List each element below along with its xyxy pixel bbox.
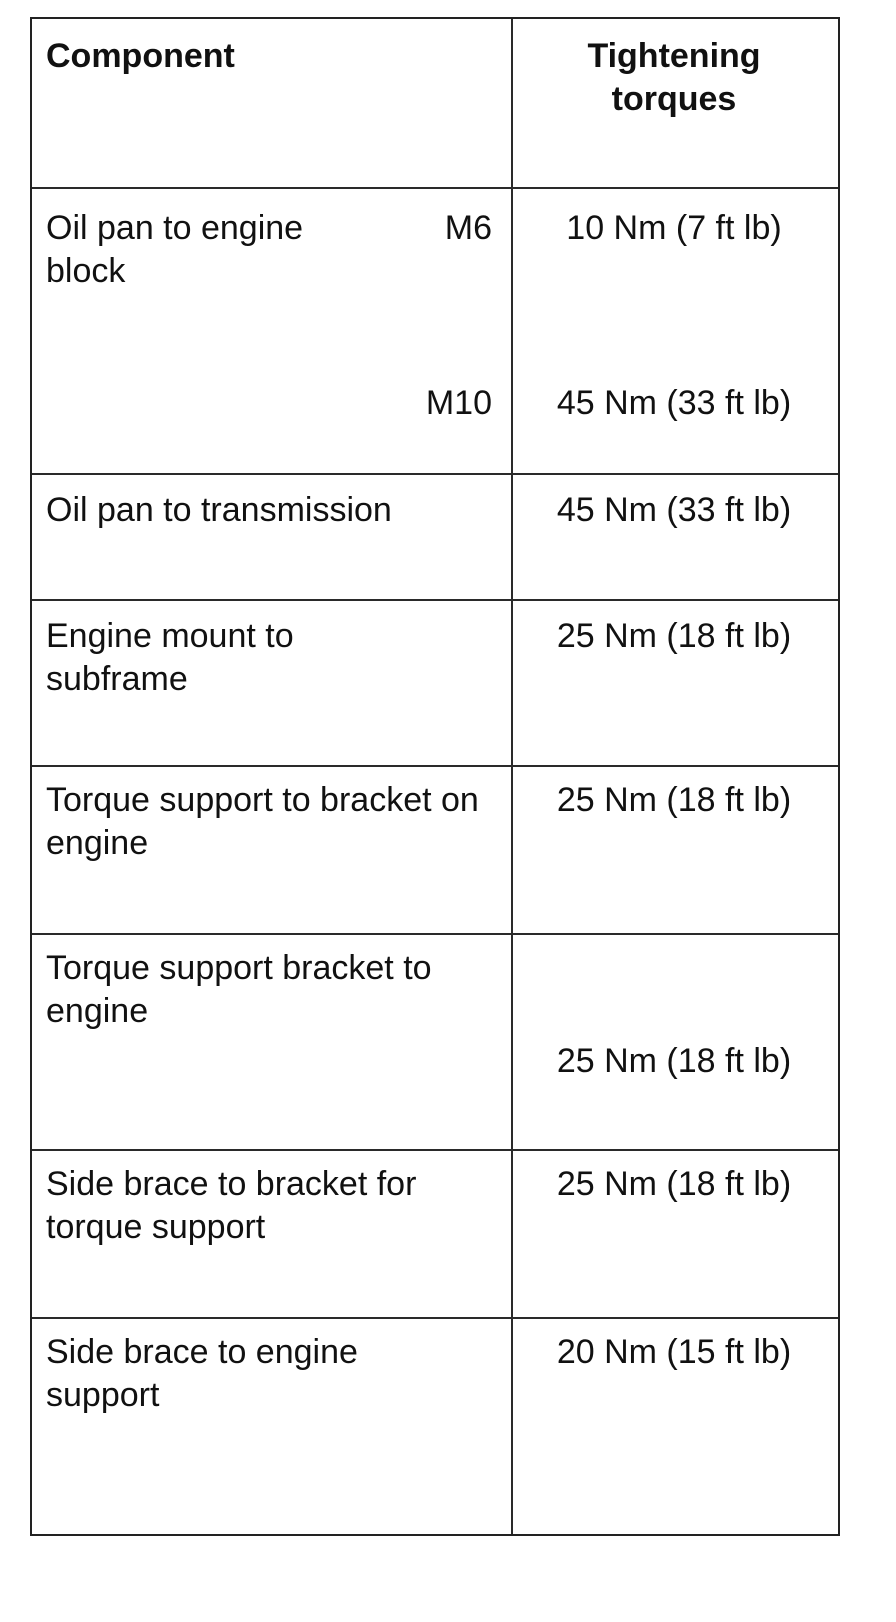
- component-text: Oil pan to transmission: [46, 491, 392, 529]
- component-text: Side brace to bracket for torque support: [46, 1165, 417, 1246]
- component-cell: [46, 189, 496, 473]
- component-text: Oil pan to engine block: [46, 209, 304, 290]
- table-header-row: [32, 19, 838, 189]
- component-cell: [46, 767, 496, 933]
- table-row: [32, 475, 838, 601]
- torque-value: 20 Nm (15 ft lb): [556, 1333, 792, 1371]
- torque-cell: [524, 601, 824, 765]
- component-cell: [46, 601, 496, 765]
- component-text: Torque support bracket to engine: [46, 949, 432, 1030]
- component-cell: [46, 935, 496, 1149]
- component-text: Engine mount to subframe: [46, 617, 294, 698]
- torque-value: 25 Nm (18 ft lb): [556, 781, 792, 819]
- table-row: [32, 935, 838, 1151]
- torque-value: 45 Nm (33 ft lb): [556, 384, 792, 422]
- header-component: Component: [46, 37, 235, 75]
- header-torque-cell: [524, 19, 824, 187]
- torque-value: 25 Nm (18 ft lb): [556, 1042, 792, 1080]
- component-text: Side brace to engine support: [46, 1333, 358, 1414]
- torque-cell: [524, 189, 824, 473]
- header-component-cell: [46, 19, 496, 187]
- component-text: Torque support to bracket on engine: [46, 781, 479, 862]
- component-cell: [46, 1151, 496, 1317]
- torque-value: 10 Nm (7 ft lb): [566, 209, 782, 247]
- bolt-size-label: M10: [425, 384, 492, 422]
- component-cell: [46, 1319, 496, 1534]
- torque-table: [30, 17, 840, 1536]
- torque-value: 25 Nm (18 ft lb): [556, 1165, 792, 1203]
- torque-value: 25 Nm (18 ft lb): [556, 617, 792, 655]
- component-cell: [46, 475, 496, 599]
- header-torque: Tightening torques: [587, 37, 761, 118]
- torque-cell: [524, 1319, 824, 1534]
- torque-cell: [524, 935, 824, 1149]
- torque-cell: [524, 1151, 824, 1317]
- table-row: [32, 1151, 838, 1319]
- table-row: [32, 767, 838, 935]
- torque-value: 45 Nm (33 ft lb): [556, 491, 792, 529]
- torque-cell: [524, 475, 824, 599]
- table-row: [32, 189, 838, 475]
- torque-cell: [524, 767, 824, 933]
- bolt-size-label: M6: [444, 209, 492, 247]
- table-row: [32, 1319, 838, 1534]
- table-row: [32, 601, 838, 767]
